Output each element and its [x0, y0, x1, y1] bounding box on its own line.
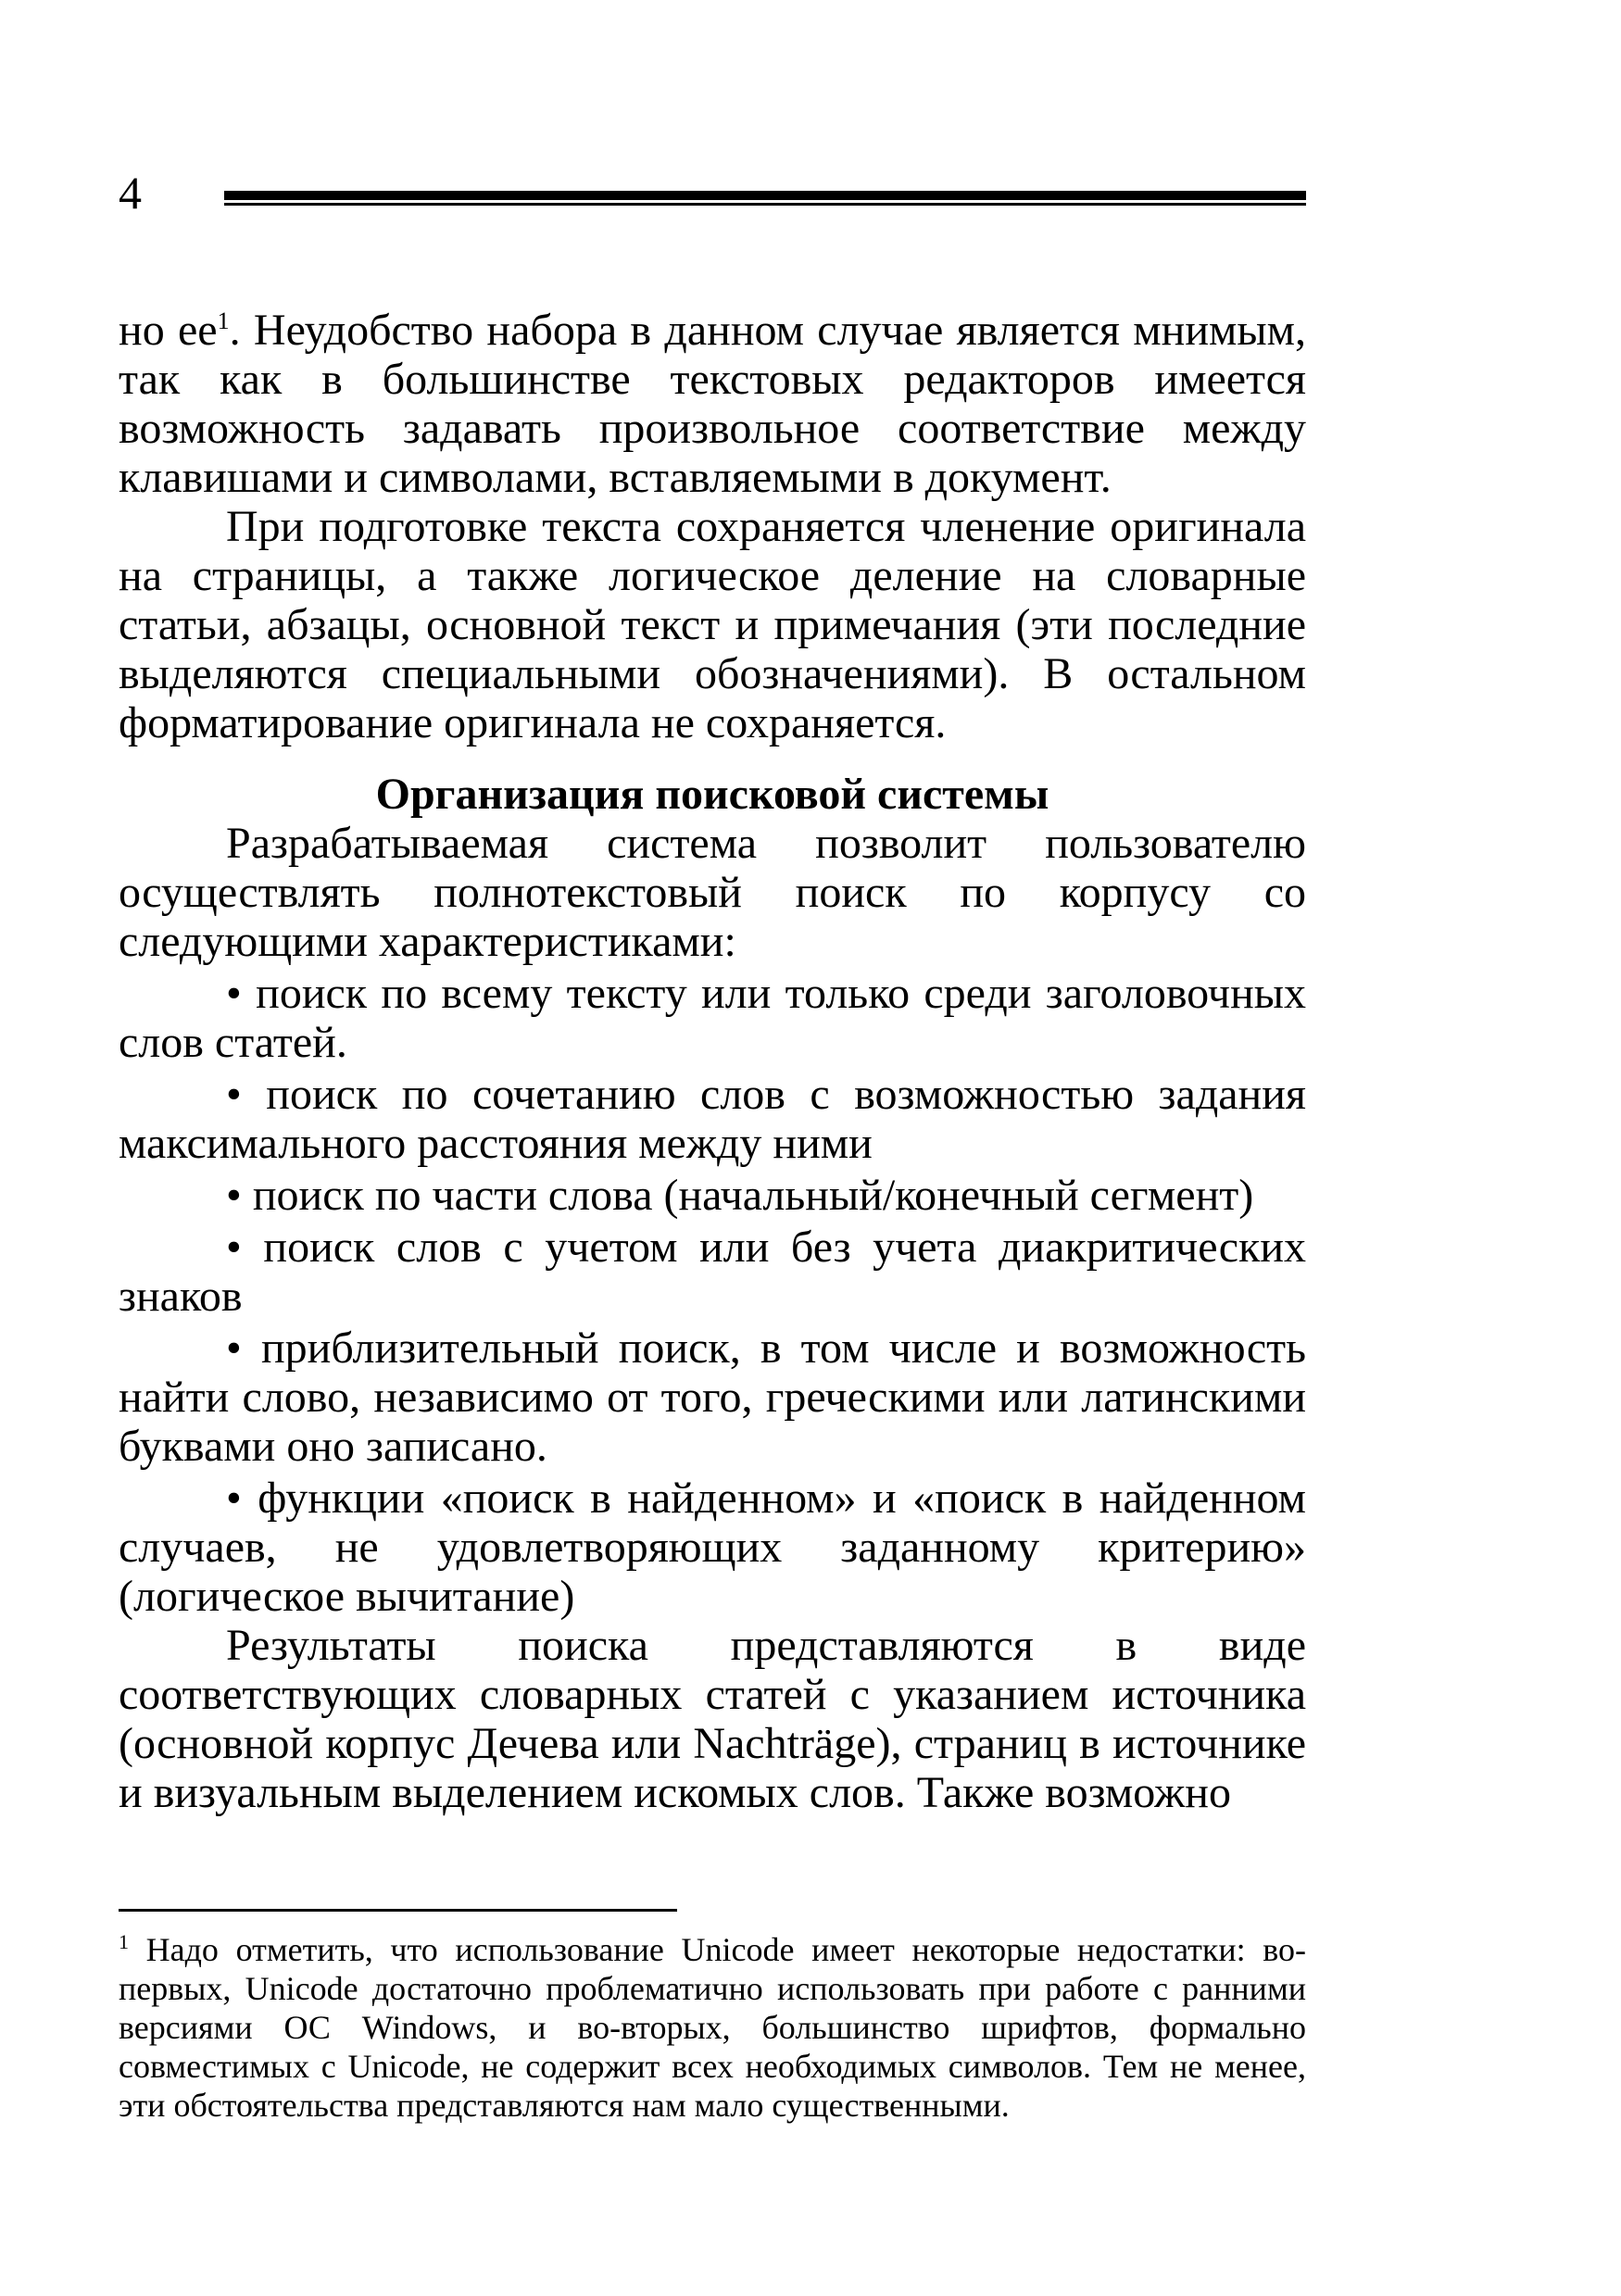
bullet-icon: • [226, 1474, 242, 1523]
list-item-text: поиск слов с учетом или без учета диакритических знаков [119, 1223, 1307, 1321]
list-item [119, 1171, 1306, 1220]
list-item-text: поиск по всему тексту или только среди заголовочных слов статей. [119, 969, 1307, 1067]
bullet-icon: • [226, 1171, 242, 1220]
list-item [119, 1324, 1306, 1471]
page-number: 4 [119, 167, 142, 219]
footnote-text: Надо отметить, что использование Unicode имеет некоторые недостатки: во-первых, Unicode достаточно проблематично использовать при работе с ранними версиями ОС Windows, и во-вторых, большинство шрифтов, формально совместимых с Unicode, не содержит всех необходимых символов. Тем не менее, эти обстоятельства представляются нам мало существенными. [119, 1931, 1306, 2124]
list-item-text: поиск по сочетанию слов с возможностью задания максимального расстояния между ними [119, 1070, 1307, 1168]
list-item [119, 1223, 1306, 1321]
main-text [119, 306, 1306, 1817]
list-item [119, 1070, 1306, 1168]
paragraph-1-start: но ее [119, 306, 218, 355]
footnote-marker: 1 [119, 1930, 129, 1953]
list-item-text: поиск по части слова (начальный/конечный сегмент) [252, 1171, 1254, 1220]
list-item-text: приблизительный поиск, в том числе и возможность найти слово, независимо от того, греческими или латинскими буквами оно записано. [119, 1324, 1306, 1471]
paragraph-4: Результаты поиска представляются в виде соответствующих словарных статей с указанием источника (основной корпус Дечева или Nachträge), страниц в источнике и визуальным выделением искомых слов. Также возможно [119, 1621, 1306, 1817]
page-header [119, 165, 1306, 220]
paragraph-3: Разрабатываемая система позволит пользователю осуществлять полнотекстовый поиск по корпусу со следующими характеристиками: [119, 819, 1306, 966]
section-heading: Организация поисковой системы [375, 770, 1049, 819]
paragraph-1-rest: . Неудобство набора в данном случае является мнимым, так как в большинстве текстовых редакторов имеется возможность задавать произвольное соответствие между клавишами и символами, вставляемыми в документ. [119, 306, 1307, 502]
paragraph-2: При подготовке текста сохраняется членение оригинала на страницы, а также логическое деление на словарные статьи, абзацы, основной текст и примечания (эти последние выделяются специальными обозначениями). В остальном форматирование оригинала не сохраняется. [119, 502, 1306, 747]
footnote [119, 1930, 1306, 2125]
bullet-icon: • [226, 1070, 242, 1119]
paragraph-1 [119, 306, 1306, 502]
footnote-reference: 1 [217, 307, 230, 334]
header-rule [224, 191, 1306, 206]
list-item [119, 969, 1306, 1067]
bullet-icon: • [226, 969, 242, 1018]
list-item-text: функции «поиск в найденном» и «поиск в найденном случаев, не удовлетворяющих заданному критерию» (логическое вычитание) [119, 1474, 1306, 1621]
list-item [119, 1474, 1306, 1621]
footnote-separator [119, 1909, 677, 1912]
bullet-icon: • [226, 1324, 242, 1373]
bullet-icon: • [226, 1223, 242, 1272]
